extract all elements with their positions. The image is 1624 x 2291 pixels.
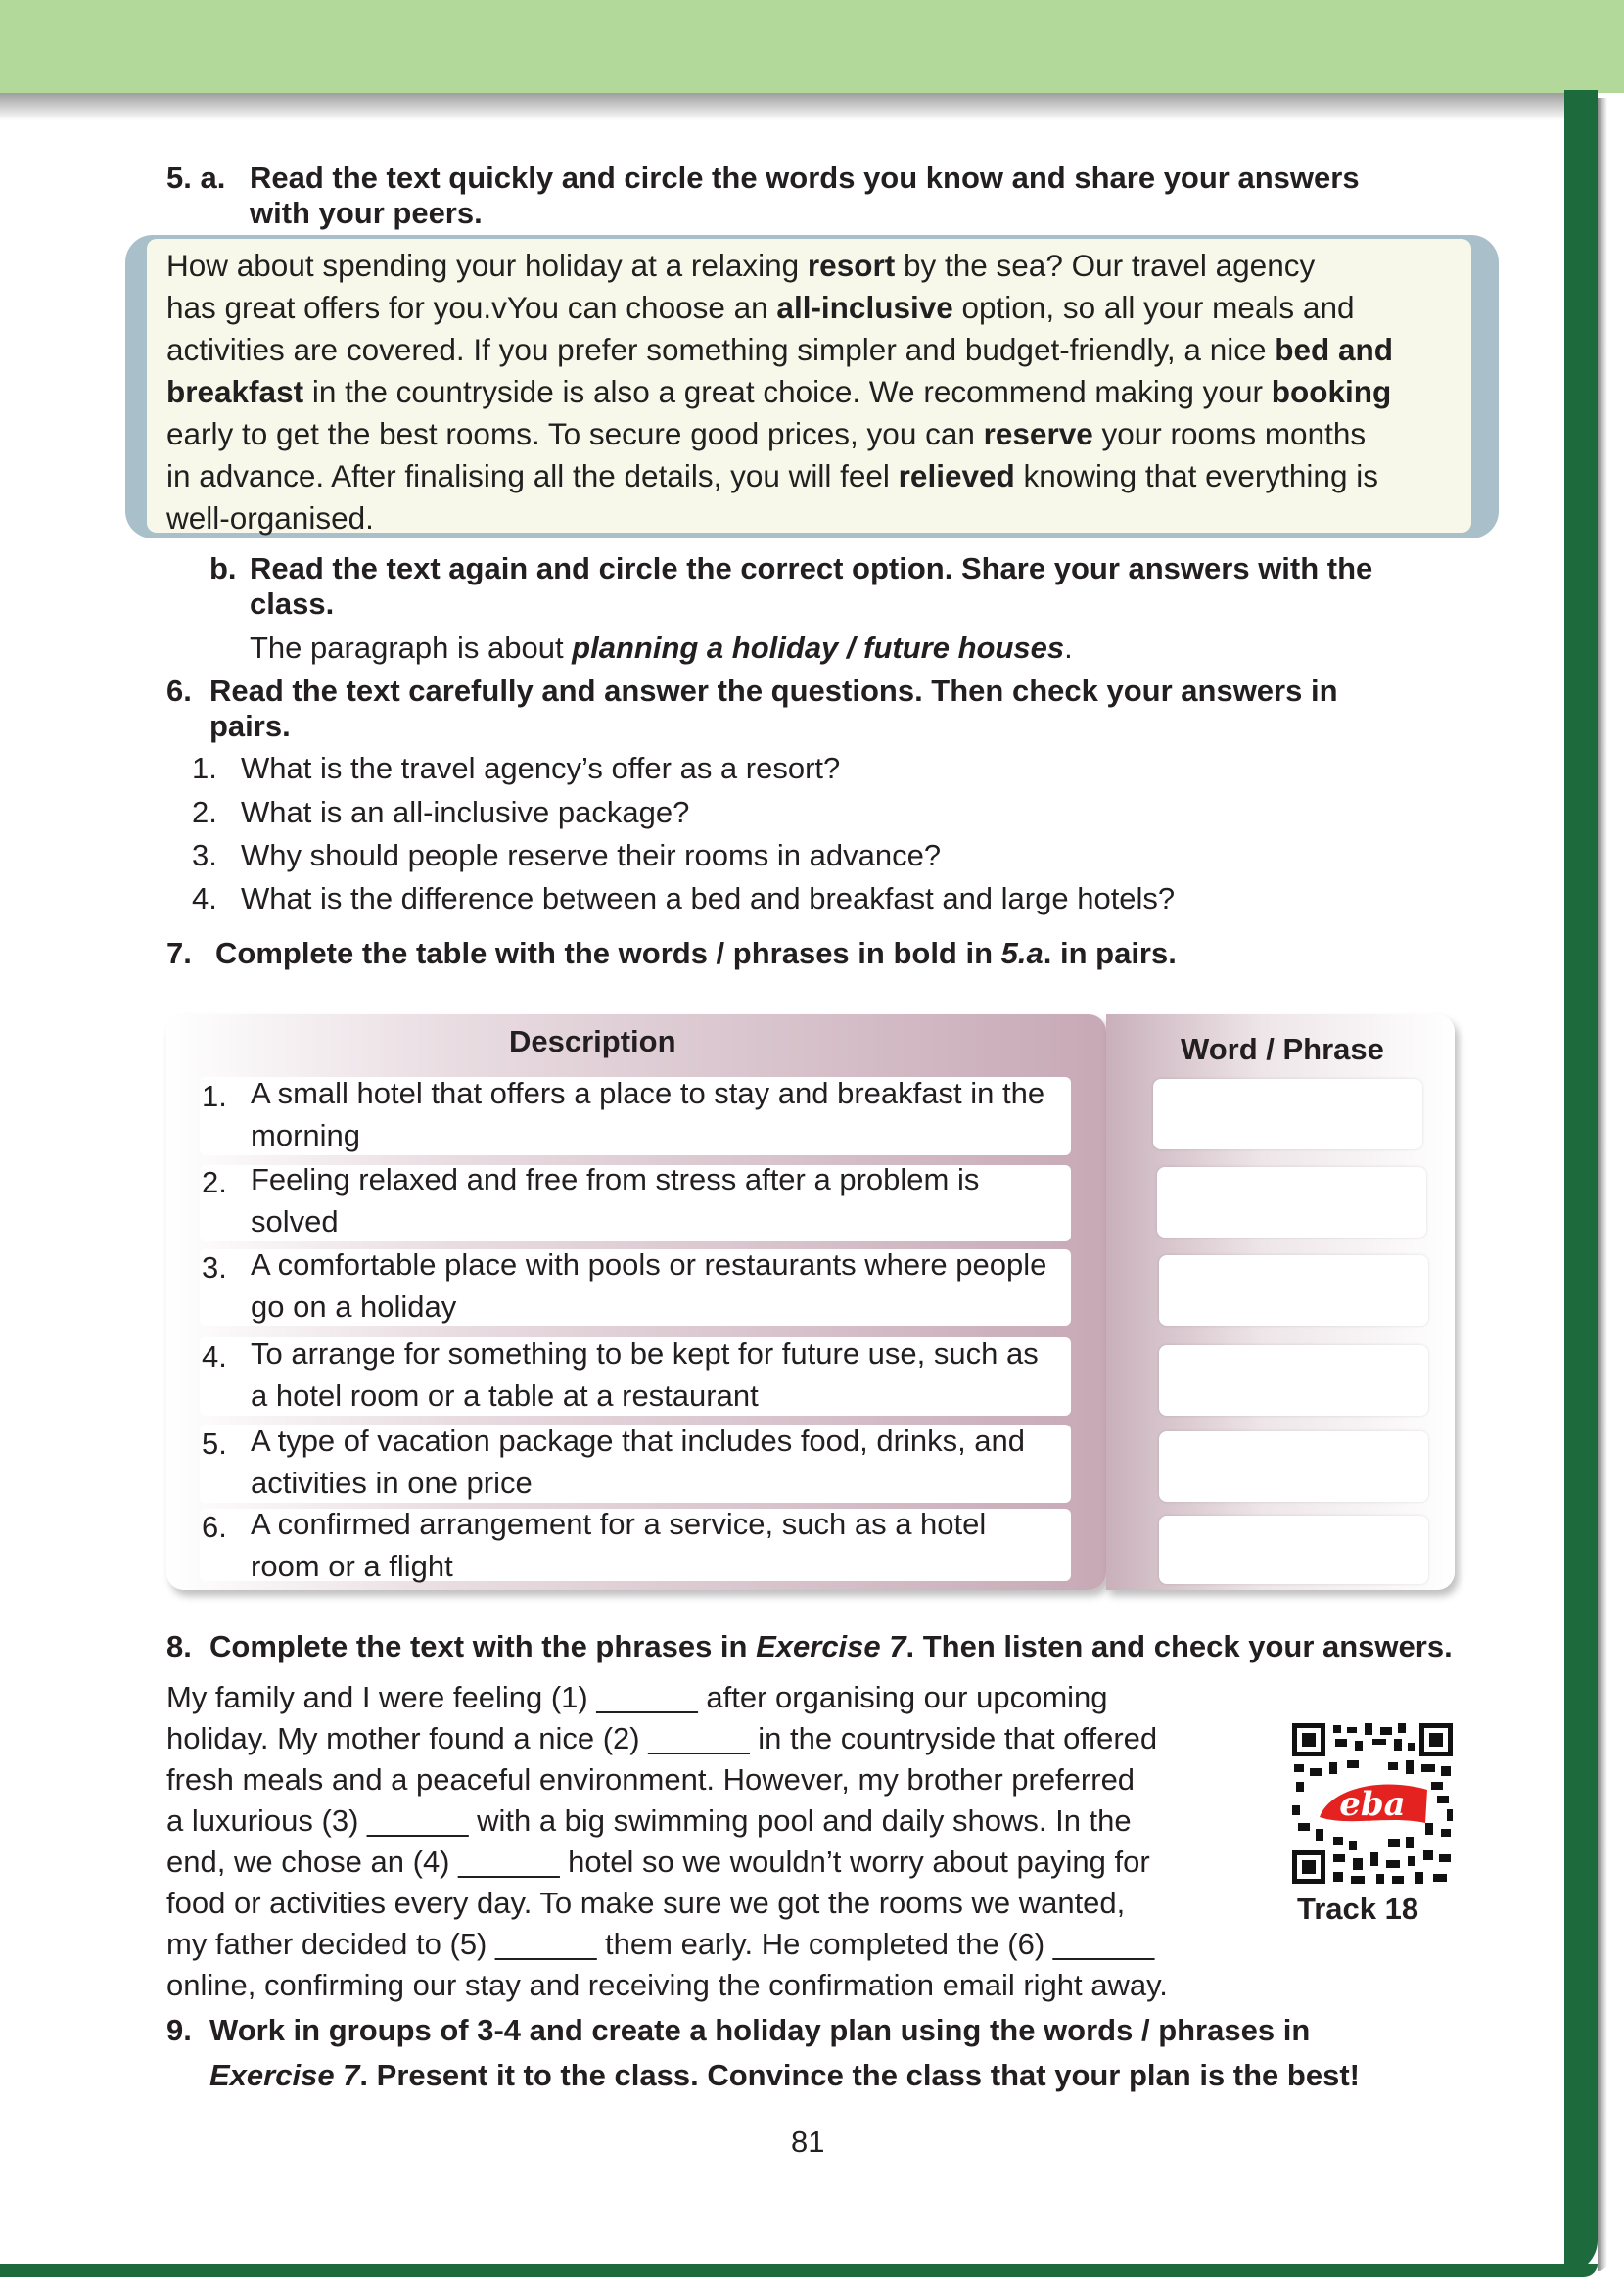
question-number: 4. bbox=[192, 881, 217, 915]
answer-field-5[interactable] bbox=[1159, 1431, 1428, 1502]
question-text: What is the travel agency’s offer as a resort? bbox=[241, 751, 841, 785]
reading-line: well-organised. bbox=[166, 500, 374, 536]
ex9-instruction-line2: Exercise 7. Present it to the class. Convince the class that your plan is the best! bbox=[209, 2058, 1360, 2092]
table-header-word-phrase: Word / Phrase bbox=[1181, 1032, 1384, 1066]
ex6-instruction-line1: Read the text carefully and answer the questions. Then check your answers in bbox=[209, 674, 1338, 708]
page-number: 81 bbox=[791, 2125, 825, 2159]
question-text: What is an all-inclusive package? bbox=[241, 795, 690, 829]
top-color-band bbox=[0, 0, 1624, 93]
reading-line: How about spending your holiday at a relaxing resort by the sea? Our travel agency bbox=[166, 248, 1316, 283]
ex8-text-line: my father decided to (5) ______ them early. He completed the (6) ______ bbox=[166, 1927, 1155, 1961]
ex8-instruction: Complete the text with the phrases in Exercise 7. Then listen and check your answers. bbox=[209, 1629, 1453, 1663]
question-text: What is the difference between a bed and breakfast and large hotels? bbox=[241, 881, 1176, 915]
ex5-b-instruction-line1: Read the text again and circle the correct option. Share your answers with the bbox=[250, 551, 1373, 585]
reading-text bbox=[166, 245, 1468, 539]
question-text: Why should people reserve their rooms in advance? bbox=[241, 838, 942, 872]
row-number: 3. bbox=[202, 1250, 227, 1285]
reading-line: in advance. After finalising all the details, you will feel relieved knowing that everything is bbox=[166, 458, 1378, 493]
ex8-text-line: holiday. My mother found a nice (2) ______ in the countryside that offered bbox=[166, 1721, 1158, 1755]
row-number: 6. bbox=[202, 1510, 227, 1544]
ex6-instruction-line2: pairs. bbox=[209, 709, 291, 743]
reading-line: breakfast in the countryside is also a great choice. We recommend making your booking bbox=[166, 374, 1392, 409]
answer-field-1[interactable] bbox=[1153, 1079, 1422, 1149]
ex8-text-line: My family and I were feeling (1) ______ after organising our upcoming bbox=[166, 1680, 1108, 1714]
ex5-a-label: 5. a. bbox=[166, 161, 226, 195]
right-page-frame bbox=[1564, 90, 1598, 2273]
row-description: A comfortable place with pools or restaurants where people go on a holiday bbox=[251, 1247, 1047, 1324]
qr-code-icon[interactable] bbox=[1290, 1721, 1455, 1886]
ex8-text-line: food or activities every day. To make sure we got the rooms we wanted, bbox=[166, 1886, 1126, 1920]
answer-field-3[interactable] bbox=[1159, 1255, 1428, 1326]
row-description: To arrange for something to be kept for future use, such as a hotel room or a table at a restaurant bbox=[251, 1336, 1039, 1413]
ex8-text-line: a luxurious (3) ______ with a big swimming pool and daily shows. In the bbox=[166, 1803, 1132, 1838]
row-description: A small hotel that offers a place to stay and breakfast in the morning bbox=[251, 1076, 1045, 1152]
ex7-instruction: Complete the table with the words / phrases in bold in 5.a. in pairs. bbox=[215, 936, 1177, 970]
ex8-text-line: online, confirming our stay and receiving the confirmation email right away. bbox=[166, 1968, 1168, 2002]
question-number: 3. bbox=[192, 838, 217, 872]
question-number: 1. bbox=[192, 751, 217, 785]
answer-field-2[interactable] bbox=[1157, 1167, 1426, 1238]
bottom-page-frame bbox=[0, 2264, 1598, 2277]
reading-line: early to get the best rooms. To secure good prices, you can reserve your rooms months bbox=[166, 416, 1367, 451]
row-number: 2. bbox=[202, 1165, 227, 1199]
row-number: 4. bbox=[202, 1339, 227, 1374]
ex5-b-instruction-line2: class. bbox=[250, 586, 335, 621]
qr-logo-text: eba bbox=[1339, 1785, 1406, 1824]
ex6-label: 6. bbox=[166, 674, 192, 708]
top-band-shadow bbox=[0, 93, 1566, 120]
reading-line: has great offers for you.vYou can choose an all-inclusive option, so all your meals and bbox=[166, 290, 1355, 325]
ex8-text-line: fresh meals and a peaceful environment. However, my brother preferred bbox=[166, 1762, 1136, 1797]
answer-field-4[interactable] bbox=[1159, 1345, 1428, 1416]
ex8-label: 8. bbox=[166, 1629, 192, 1663]
ex7-label: 7. bbox=[166, 936, 192, 970]
track-label: Track 18 bbox=[1297, 1892, 1419, 1926]
row-number: 5. bbox=[202, 1426, 227, 1461]
ex9-instruction-line1: Work in groups of 3-4 and create a holiday plan using the words / phrases in bbox=[209, 2013, 1311, 2047]
row-description: A confirmed arrangement for a service, such as a hotel room or a flight bbox=[251, 1507, 987, 1583]
ex5-b-options[interactable]: The paragraph is about planning a holiday / future houses. bbox=[250, 631, 1073, 665]
answer-field-6[interactable] bbox=[1159, 1516, 1428, 1584]
ex8-text-line: end, we chose an (4) ______ hotel so we wouldn’t worry about paying for bbox=[166, 1845, 1150, 1879]
row-number: 1. bbox=[202, 1079, 227, 1113]
question-number: 2. bbox=[192, 795, 217, 829]
ex5-b-label: b. bbox=[209, 551, 237, 585]
row-description: Feeling relaxed and free from stress after a problem is solved bbox=[251, 1162, 980, 1239]
right-frame-shadow bbox=[1598, 98, 1607, 2271]
ex5-a-instruction-line1: Read the text quickly and circle the words you know and share your answers bbox=[250, 161, 1360, 195]
ex9-label: 9. bbox=[166, 2013, 192, 2047]
row-description: A type of vacation package that includes food, drinks, and activities in one price bbox=[251, 1424, 1026, 1500]
ex5-a-instruction-line2: with your peers. bbox=[250, 196, 483, 230]
table-header-description: Description bbox=[509, 1024, 676, 1058]
reading-line: activities are covered. If you prefer something simpler and budget-friendly, a nice bed and bbox=[166, 332, 1393, 367]
